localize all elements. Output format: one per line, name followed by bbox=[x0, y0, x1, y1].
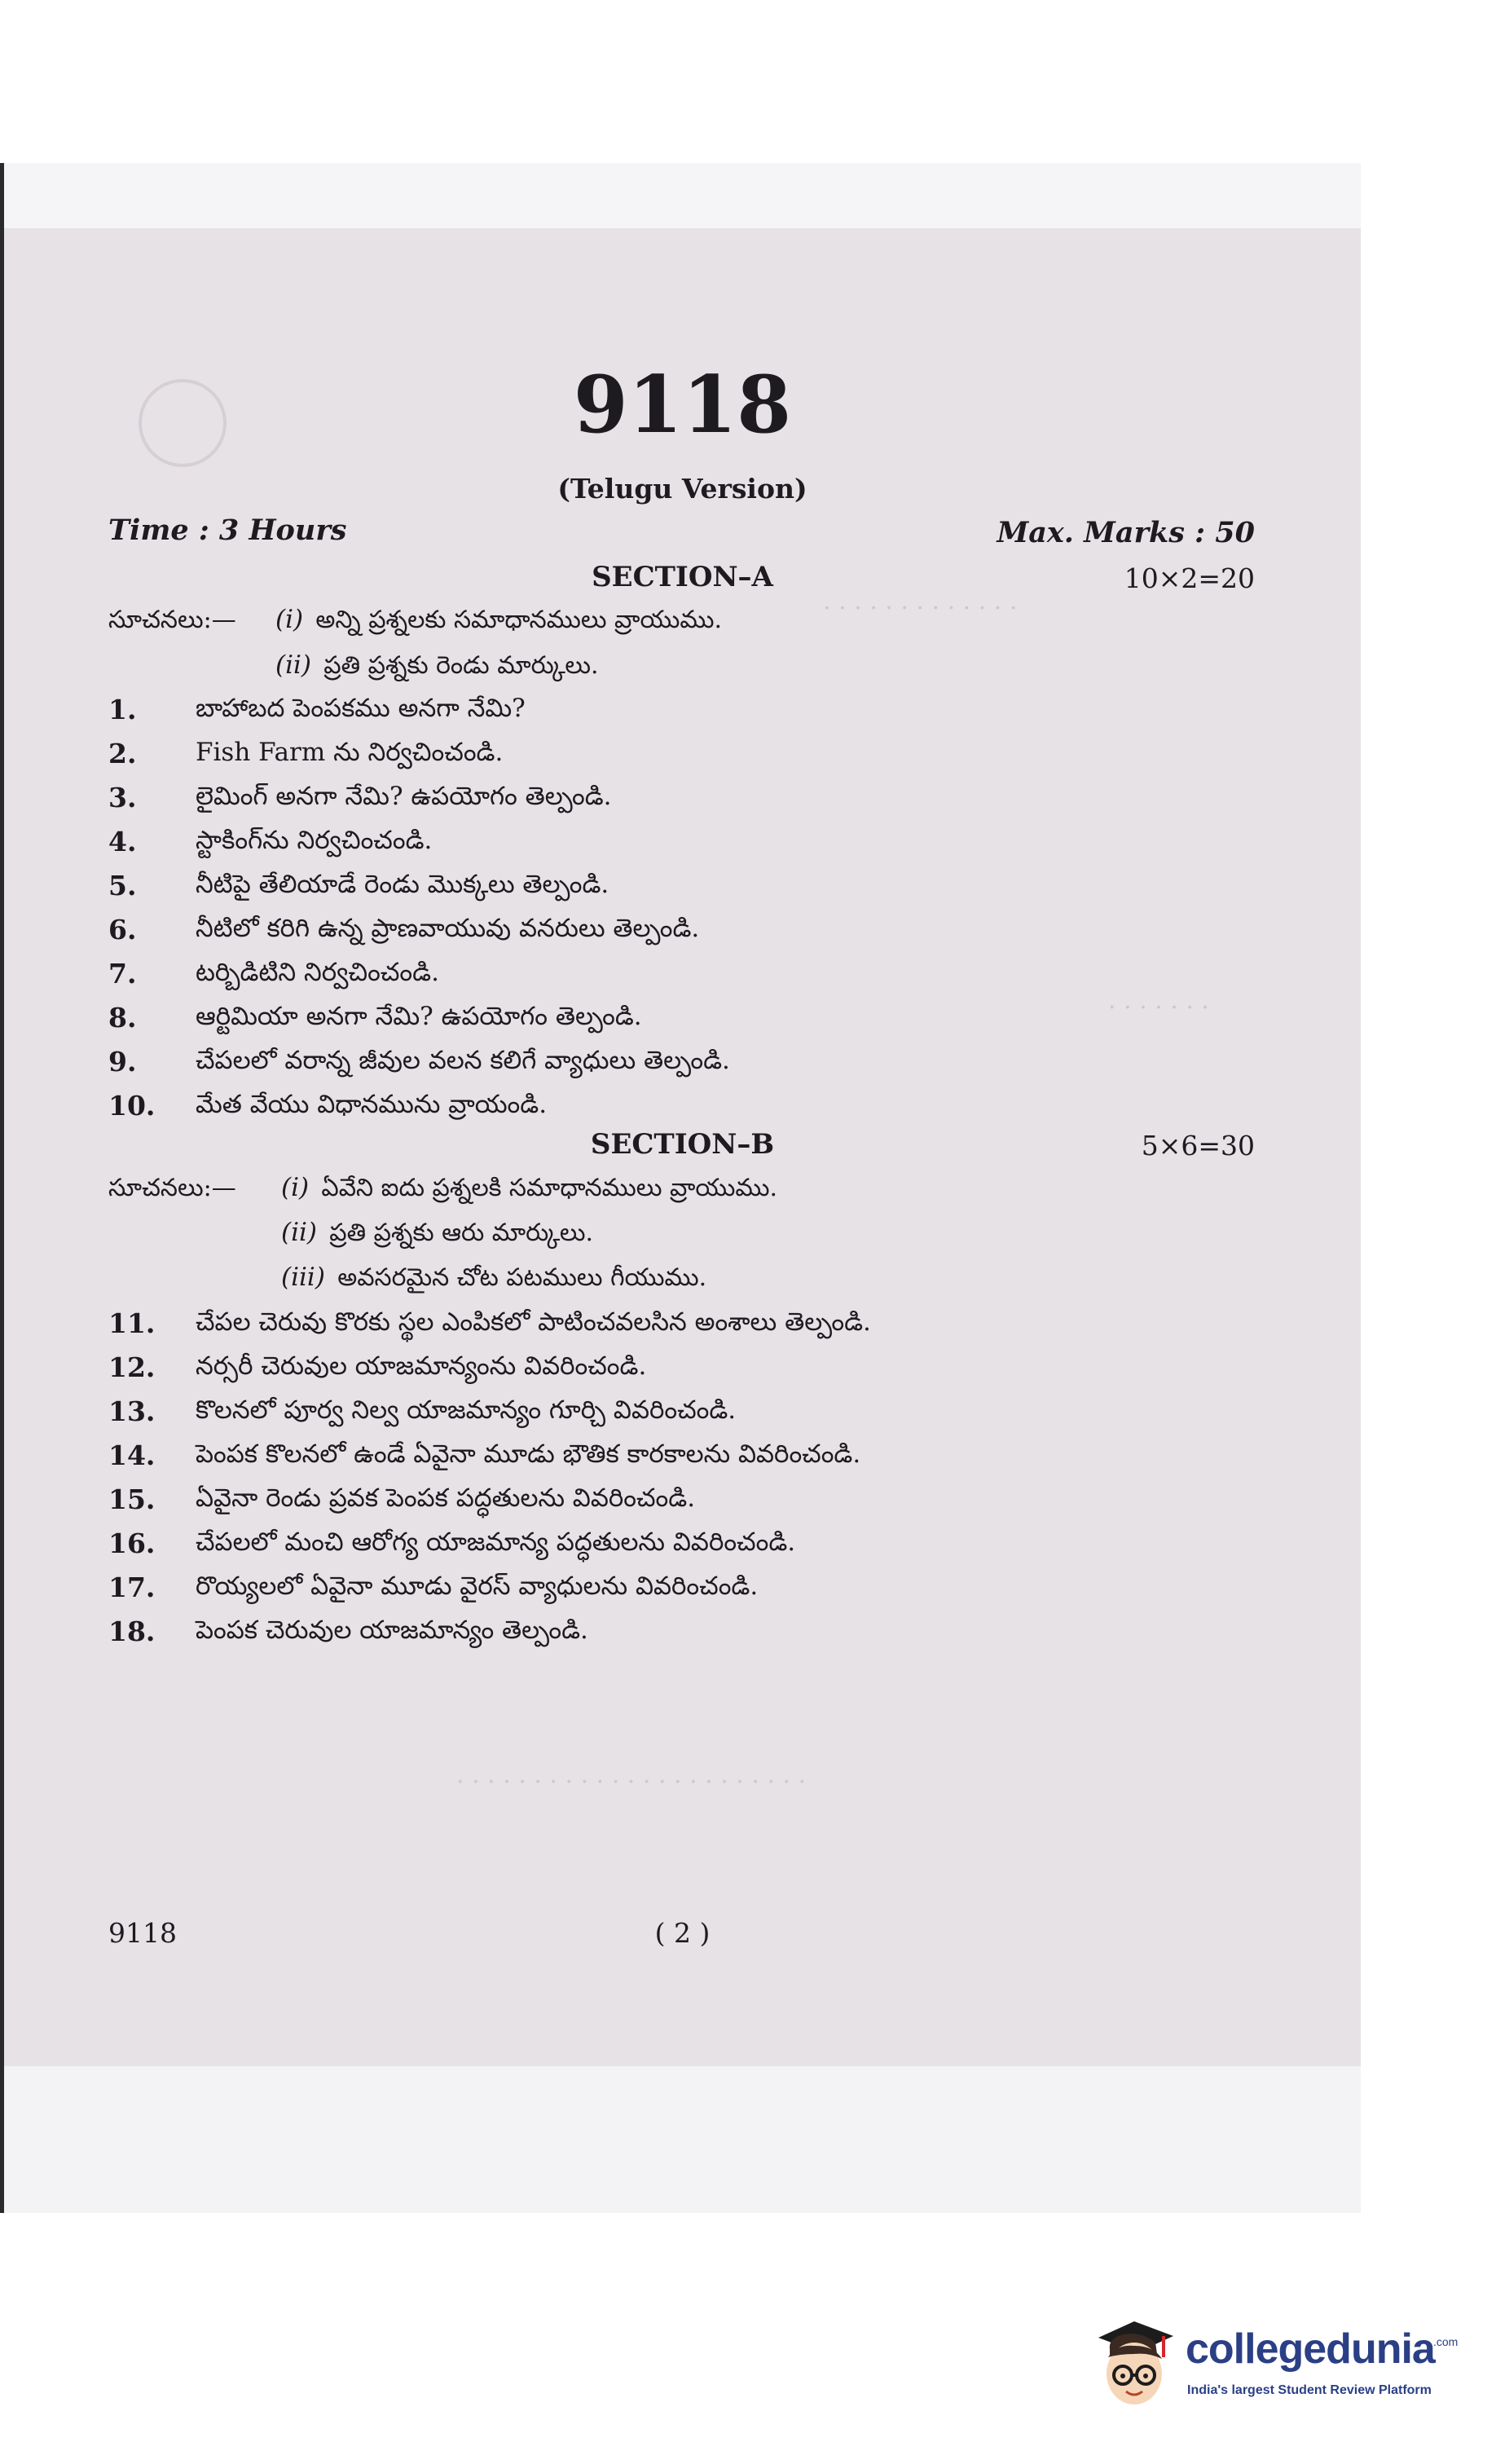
note-number: (ii) bbox=[281, 1218, 318, 1247]
paper-version: (Telugu Version) bbox=[557, 473, 807, 505]
question-text: పెంపక కొలనలో ఉండే ఏవైనా మూడు భౌతిక కారకాలను వివరించండి. bbox=[196, 1439, 861, 1469]
question-number: 8. bbox=[108, 1002, 137, 1034]
section-a-note bbox=[275, 650, 599, 685]
question-text: ఆర్టిమియా అనగా నేమి? ఉపయోగం తెల్పండి. bbox=[196, 1002, 642, 1031]
question-number: 6. bbox=[108, 914, 137, 945]
note-number: (i) bbox=[275, 605, 304, 634]
section-b-note bbox=[281, 1218, 593, 1253]
show-through-text: . . . . . . . . . . . . . bbox=[823, 587, 1018, 615]
question-number: 17. bbox=[108, 1571, 156, 1603]
question-number: 10. bbox=[108, 1090, 156, 1122]
section-b-note bbox=[281, 1173, 777, 1208]
note-number: (i) bbox=[281, 1173, 310, 1202]
section-a-marks: 10×2=20 bbox=[1124, 562, 1255, 594]
question-number: 3. bbox=[108, 782, 137, 813]
footer-paper-code: 9118 bbox=[108, 1917, 177, 1949]
student-mascot-icon bbox=[1092, 2307, 1177, 2413]
show-through-text: . . . . . . . bbox=[1108, 986, 1209, 1015]
note-text: అవసరమైన చోట పటములు గీయుము. bbox=[337, 1263, 707, 1292]
question-text: ఏవైనా రెండు ప్రవక పెంపక పద్ధతులను వివరించండి. bbox=[196, 1483, 696, 1513]
question-number: 7. bbox=[108, 958, 137, 990]
question-text: నర్సరీ చెరువుల యాజమాన్యంను వివరించండి. bbox=[196, 1351, 647, 1381]
exam-time: Time : 3 Hours bbox=[108, 514, 347, 547]
question-number: 12. bbox=[108, 1351, 156, 1383]
paper-code: 9118 bbox=[573, 359, 792, 451]
note-text: ప్రతి ప్రశ్నకు రెండు మార్కులు. bbox=[323, 651, 599, 680]
question-text: టర్బిడిటిని నిర్వచించండి. bbox=[196, 958, 439, 987]
question-number: 4. bbox=[108, 826, 137, 857]
note-text: ప్రతి ప్రశ్నకు ఆరు మార్కులు. bbox=[329, 1219, 594, 1247]
question-text: నీటిలో కరిగి ఉన్న ప్రాణవాయువు వనరులు తెల్పండి. bbox=[196, 914, 700, 943]
question-text: మేత వేయు విధానమును వ్రాయండి. bbox=[196, 1090, 548, 1119]
scan-margin-bottom bbox=[4, 2066, 1361, 2213]
section-b-note-label: సూచనలు:— bbox=[108, 1174, 236, 1202]
question-text: బాహాబద పెంపకము అనగా నేమి? bbox=[196, 694, 526, 723]
brand-name: collegedunia bbox=[1186, 2325, 1435, 2373]
question-number: 5. bbox=[108, 870, 137, 901]
note-number: (ii) bbox=[275, 650, 312, 680]
section-a-note-label: సూచనలు:— bbox=[108, 606, 236, 634]
collegedunia-logo[interactable] bbox=[1092, 2307, 1459, 2417]
note-number: (iii) bbox=[281, 1263, 325, 1292]
section-a-title: SECTION–A bbox=[592, 561, 773, 593]
brand-tagline: India's largest Student Review Platform bbox=[1187, 2383, 1432, 2397]
question-text: నీటిపై తేలియాడే రెండు మొక్కలు తెల్పండి. bbox=[196, 870, 609, 899]
question-number: 1. bbox=[108, 694, 137, 725]
question-text: లైమింగ్ అనగా నేమి? ఉపయోగం తెల్పండి. bbox=[196, 782, 612, 811]
question-text: కొలనలో పూర్వ నిల్వ యాజమాన్యం గూర్చి వివరించండి. bbox=[196, 1395, 737, 1425]
question-number: 11. bbox=[108, 1307, 156, 1339]
question-number: 2. bbox=[108, 738, 137, 769]
note-text: అన్ని ప్రశ్నలకు సమాధానములు వ్రాయుము. bbox=[315, 606, 723, 634]
brand-tld: .com bbox=[1433, 2335, 1459, 2348]
page-number: ( 2 ) bbox=[654, 1917, 711, 1949]
question-number: 15. bbox=[108, 1483, 156, 1515]
section-b-note bbox=[281, 1263, 706, 1298]
max-marks: Max. Marks : 50 bbox=[997, 516, 1255, 549]
question-text: చేపలలో వరాన్న జీవుల వలన కలిగే వ్యాధులు తెల్పండి. bbox=[196, 1046, 730, 1075]
question-text: చేపల చెరువు కొరకు స్థల ఎంపికలో పాటించవలసిన అంశాలు తెల్పండి. bbox=[196, 1307, 871, 1337]
question-text: పెంపక చెరువుల యాజమాన్యం తెల్పండి. bbox=[196, 1615, 588, 1645]
question-text: స్టాకింగ్‌ను నిర్వచించండి. bbox=[196, 826, 433, 855]
question-number: 16. bbox=[108, 1527, 156, 1559]
question-number: 14. bbox=[108, 1439, 156, 1471]
question-number: 18. bbox=[108, 1615, 156, 1647]
question-text: రొయ్యలలో ఏవైనా మూడు వైరస్ వ్యాధులను వివరించండి. bbox=[196, 1571, 759, 1601]
section-b-title: SECTION–B bbox=[590, 1128, 775, 1161]
scan-margin-top bbox=[4, 163, 1361, 228]
question-number: 9. bbox=[108, 1046, 137, 1078]
show-through-text: . . . . . . . . . . . . . . . . . . . . . . . bbox=[456, 1761, 807, 1789]
question-text: చేపలలో మంచి ఆరోగ్య యాజమాన్య పద్ధతులను వివరించండి. bbox=[196, 1527, 796, 1557]
note-text: ఏవేని ఐదు ప్రశ్నలకి సమాధానములు వ్రాయుము. bbox=[321, 1174, 778, 1202]
section-a-note bbox=[275, 605, 722, 640]
section-b-marks: 5×6=30 bbox=[1141, 1130, 1255, 1161]
question-text: Fish Farm ను నిర్వచించండి. bbox=[196, 738, 504, 767]
question-number: 13. bbox=[108, 1395, 156, 1427]
